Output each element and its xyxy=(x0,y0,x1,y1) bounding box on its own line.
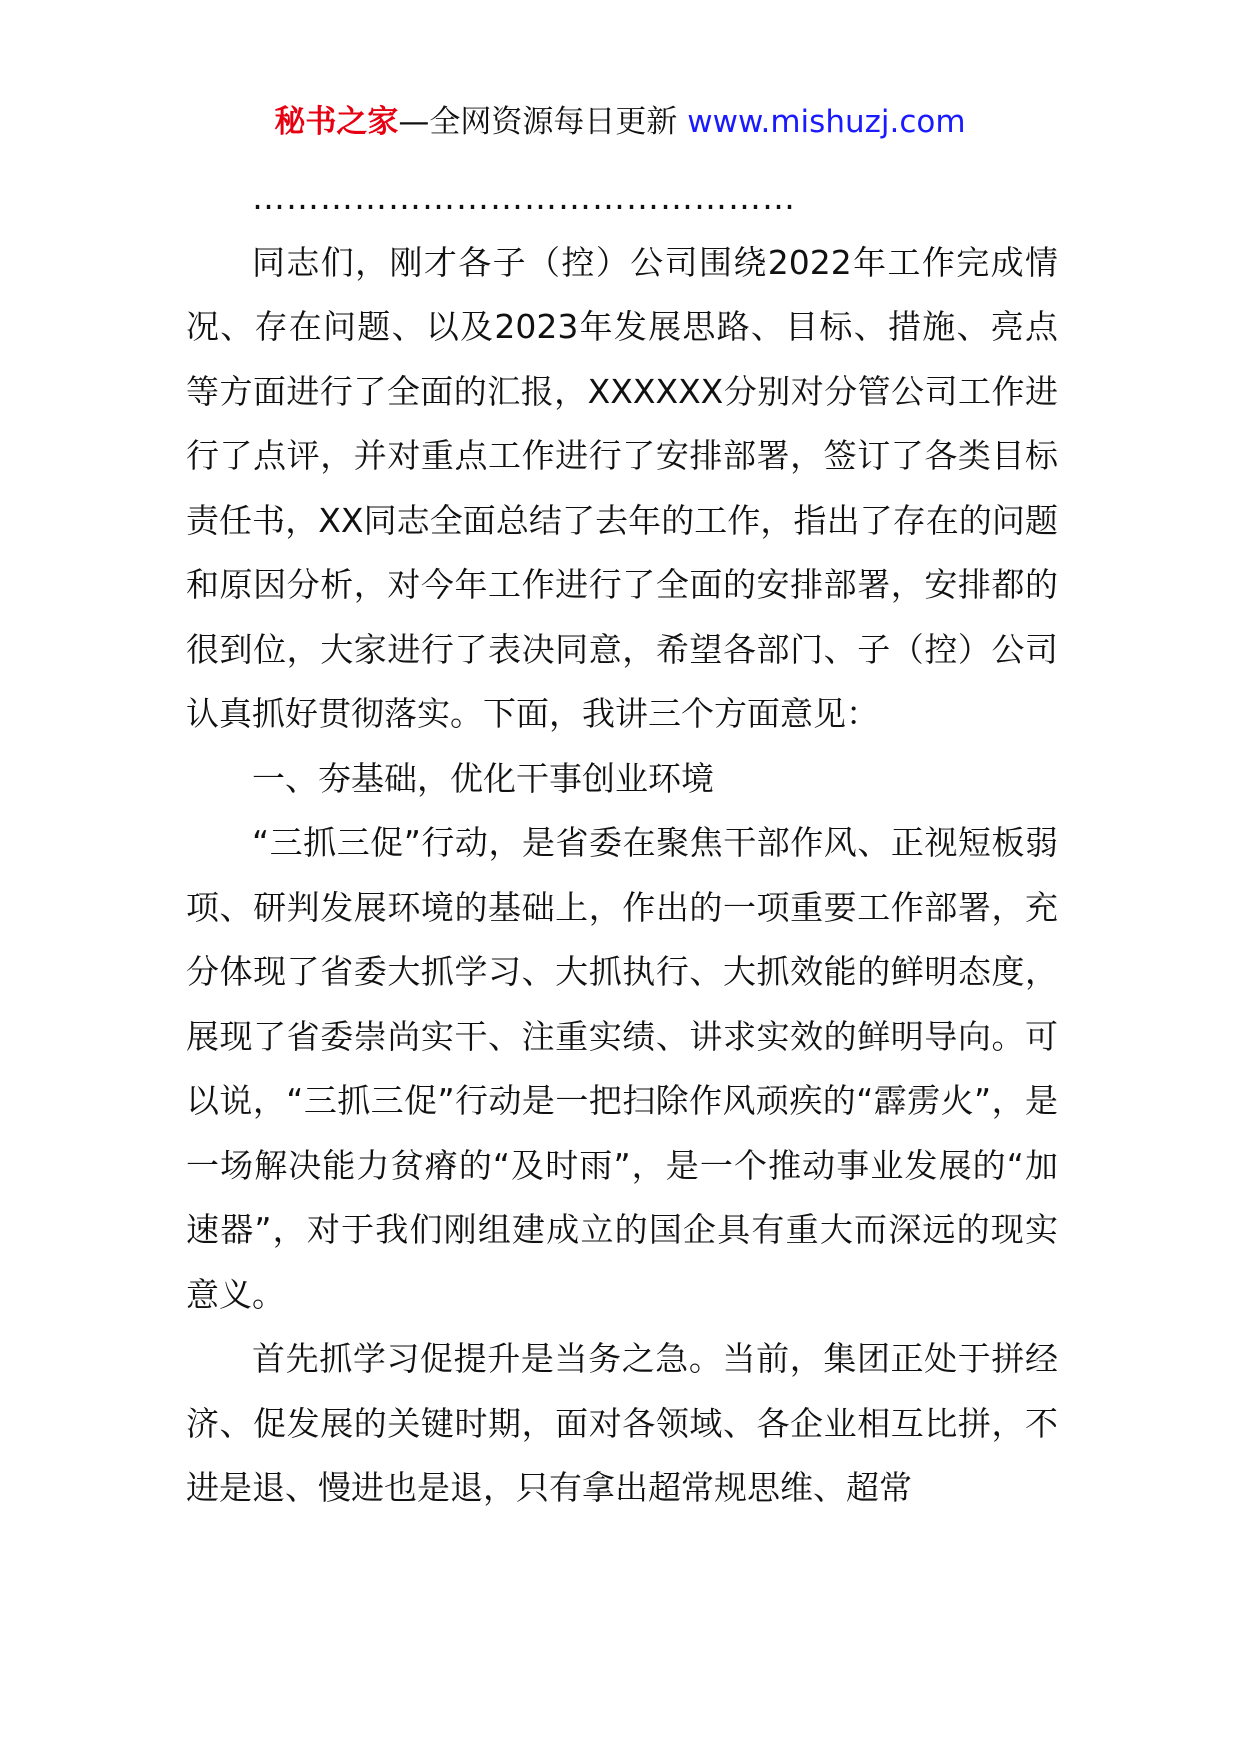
section-heading: 一、夯基础，优化干事创业环境 xyxy=(252,758,714,798)
paragraph-three-grasps: “三抓三促”行动，是省委在聚焦干部作风、正视短板弱项、研判发展环境的基础上，作出的一项重要工作部署，充分体现了省委大抓学习、大抓执行、大抓效能的鲜明态度，展现了省委崇尚实干、注重实绩、讲求实效的鲜明导向。可以说，“三抓三促”行动是一把扫除作风顽疾的“霹雳火”，是一场解决能力贫瘠的“及时雨”，是一个推动事业发展的“加速器”，对于我们刚组建成立的国企具有重大而深远的现实意义。 xyxy=(186,823,1058,1314)
brand-name: 秘书之家 xyxy=(274,104,399,140)
paragraph-intro: 同志们，刚才各子（控）公司围绕2022年工作完成情况、存在问题、以及2023年发展思路、目标、措施、亮点等方面进行了全面的汇报，XXXXXX分别对分管公司工作进行了点评，并对重点工作进行了安排部署，签订了各类目标责任书，XX同志全面总结了去年的工作，指出了存在的问题和原因分析，对今年工作进行了全面的安排部署，安排都的很到位，大家进行了表决同意，希望各部门、子（控）公司认真抓好贯彻落实。下面，我讲三个方面意见： xyxy=(186,242,1058,733)
ellipsis-line: ………………………………………… xyxy=(252,178,796,217)
paragraph-learning: 首先抓学习促提升是当务之急。当前，集团正处于拼经济、促发展的关键时期，面对各领域、各企业相互比拼，不进是退、慢进也是退，只有拿出超常规思维、超常 xyxy=(186,1339,1058,1507)
header-url-link[interactable]: www.mishuzj.com xyxy=(687,104,966,140)
site-header xyxy=(0,100,1240,144)
document-body xyxy=(186,166,1058,1521)
header-tagline: —全网资源每日更新 xyxy=(398,104,678,140)
